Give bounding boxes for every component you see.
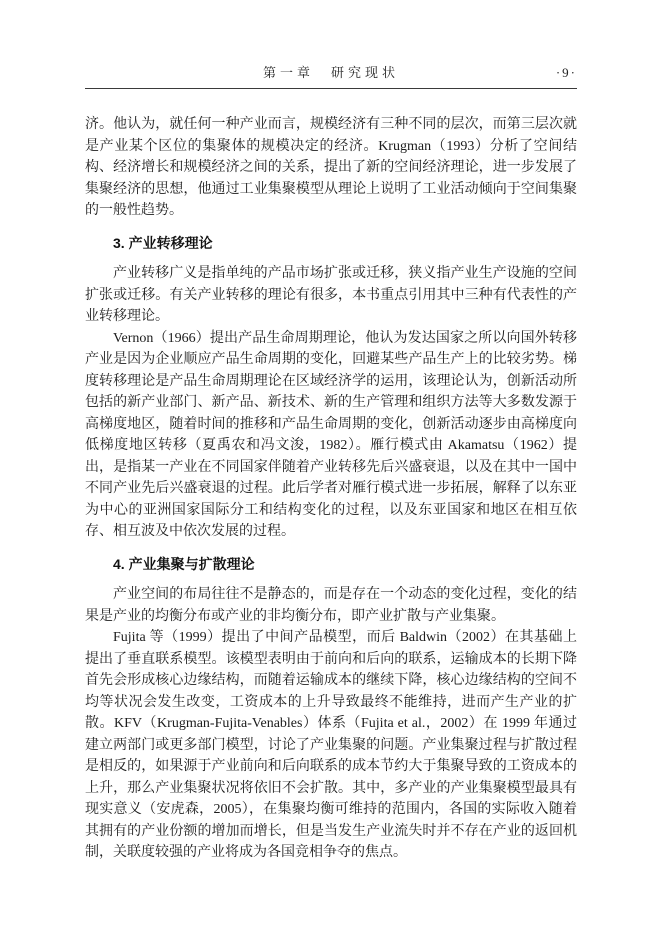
paragraph-continuation: 济。他认为，就任何一种产业而言，规模经济有三种不同的层次，而第三层次就是产业某个区位的集聚体的规模决定的经济。Krugman（1993）分析了空间结构、经济增长和规模经济之间的关系，提出了新的空间经济理论，进一步发展了集聚经济的思想，他通过工业集聚模型从理论上说明了工业活动倾向于空间集聚的一般性趋势。 (85, 117, 577, 218)
paragraph: 产业转移广义是指单纯的产品市场扩张或迁移，狭义指产业生产设施的空间扩张或迁移。有关产业转移的理论有很多，本书重点引用其中三种有代表性的产业转移理论。 (85, 266, 577, 324)
page-header (85, 64, 577, 89)
paragraph: 产业空间的布局往往不是静态的，而是存在一个动态的变化过程，变化的结果是产业的均衡分布或产业的非均衡分布，即产业扩散与产业集聚。 (85, 587, 577, 624)
page-number: ·9· (555, 65, 577, 80)
running-head (85, 64, 577, 82)
section-heading-industry-transfer-theory: 3. 产业转移理论 (113, 234, 213, 251)
paragraph: Fujita 等（1999）提出了中间产品模型，而后 Baldwin（2002）在其基础上提出了垂直联系模型。该模型表明由于前向和后向的联系，运输成本的长期下降首先会形成核心边缘结构，而随着运输成本的继续下降，核心边缘结构的空间不均等状况会发生改变，工资成本的上升导致最终不能维持，进而产生产业的扩散。KFV（Krugman-Fujita-Venables）体系（Fujita et al.，2002）在 1999 年通过建立两部门或更多部门模型，讨论了产业集聚的问题。产业集聚过程与扩散过程是相反的，如果源于产业前向和后向联系的成本节约大于集聚导致的工资成本的上升，那么产业集聚状况将依旧不会扩散。其中，多产业的产业集聚模型最具有现实意义（安虎森，2005），在集聚均衡可维持的范围内，各国的实际收入随着其拥有的产业份额的增加而增长，但是当发生产业流失时并不存在产业的返回机制，关联度较强的产业将成为各国竞相争夺的焦点。 (85, 630, 577, 860)
header-rule (85, 88, 577, 89)
paragraph: Vernon（1966）提出产品生命周期理论，他认为发达国家之所以向国外转移产业是因为企业顺应产品生命周期的变化，回避某些产品生产上的比较劣势。梯度转移理论是产品生命周期理论在区域经济学的运用，该理论认为，创新活动所包括的新产业部门、新产品、新技术、新的生产管理和组织方法等大多数发源于高梯度地区，随着时间的推移和产品生命周期的变化，创新活动逐步由高梯度向低梯度地区转移（夏禹农和冯文浚，1982）。雁行模式由 Akamatsu（1962）提出，是指某一产业在不同国家伴随着产业转移先后兴盛衰退，以及在其中一国中不同产业先后兴盛衰退的过程。此后学者对雁行模式进一步拓展，解释了以东亚为中心的亚洲国家国际分工和结构变化的过程，以及东亚国家和地区在相互依存、相互波及中依次发展的过程。 (85, 330, 577, 539)
running-head-chapter-title: 第一章 研究现状 (262, 65, 399, 80)
body-text (85, 114, 577, 864)
section-heading-agglomeration-diffusion-theory: 4. 产业集聚与扩散理论 (113, 555, 255, 572)
